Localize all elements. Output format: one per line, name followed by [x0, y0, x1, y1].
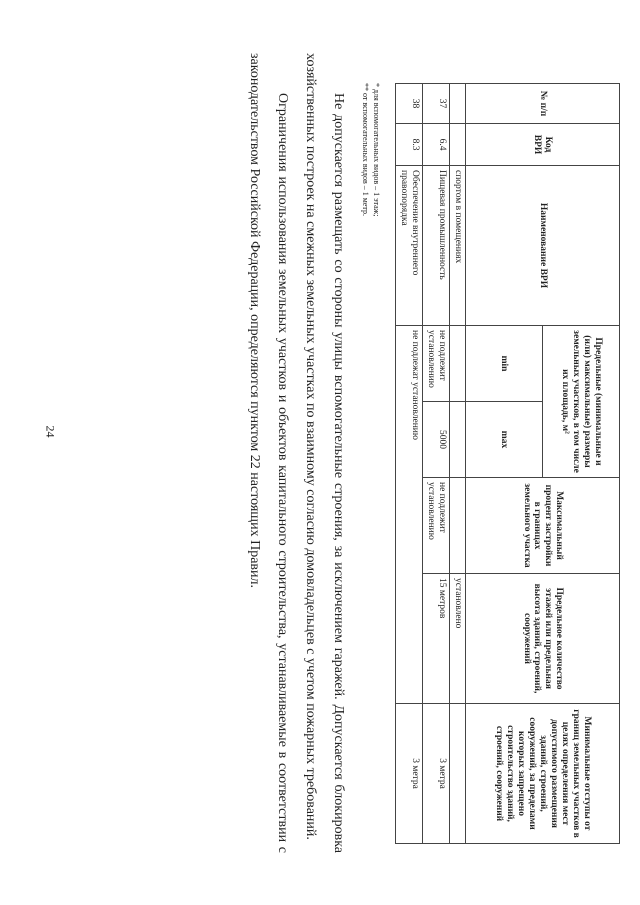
paragraph: Не допускается размещать со стороны улицы вспомогательные строения, за исключением гаражей. Допускается блокировка хозяйственных построек на смежных земельных участках по взаимному согласию домовладельцев с учетом пожарных требований.	[303, 52, 346, 853]
row-name: спортом в помещениях	[450, 165, 466, 325]
row-code: 8.3	[396, 123, 423, 165]
footnote: ** от вспомогательных видов – 1 метр.	[360, 82, 370, 216]
table-row	[450, 83, 466, 843]
row-min: не подлежит установлению	[423, 325, 450, 401]
page-number: 24	[43, 425, 58, 438]
row-percent: не подлежит установлению	[423, 477, 450, 573]
row-floors: установлено	[450, 573, 466, 703]
zoning-table	[395, 83, 620, 844]
row-num: 37	[423, 83, 450, 123]
header-size: Предельные (минимальные и (или) максимальные) размеры земельных участков, в том числе их площадь, м²	[543, 325, 620, 477]
row-name: Пищевая промышленность	[423, 165, 450, 325]
row-merged: не подлежат установлению	[396, 325, 423, 703]
header-num: № п/п	[466, 83, 620, 123]
header-floors: Предельное количество этажей или предельная высота зданий, строений, сооружений	[466, 573, 620, 703]
header-code: Код ВРИ	[466, 123, 620, 165]
header-max: max	[466, 401, 543, 477]
rotated-page-content	[20, 23, 620, 883]
header-percent: Максимальный процент застройки в границах земельного участка	[466, 477, 620, 573]
row-num: 38	[396, 83, 423, 123]
header-min: min	[466, 325, 543, 401]
paragraph: Ограничения использования земельных участков и объектов капитального строительства, устанавливаемые в соответствии с законодательством Российской Федерации, определяются пунктом 22 настоящих Правил.	[247, 52, 290, 853]
row-setback: 3 метра	[396, 703, 423, 843]
header-name: Наименование ВРИ	[466, 165, 620, 325]
table-row	[423, 83, 450, 843]
row-name: Обеспечение внутреннего правопорядка	[396, 165, 423, 325]
row-floors: 15 метров	[423, 573, 450, 703]
row-setback: 3 метра	[423, 703, 450, 843]
body-text	[240, 53, 352, 853]
table-row	[396, 83, 423, 843]
footnotes	[360, 83, 382, 216]
row-code: 6.4	[423, 123, 450, 165]
footnote: * для вспомогательных видов – 1 этаж;	[372, 82, 381, 216]
row-max: 5000	[423, 401, 450, 477]
header-setback: Минимальные отступы от границ земельных участков в целях определения мест допустимого размещения зданий, строений, сооружений, за пределами которых запрещено строительство зданий, строений, сооружений	[466, 703, 620, 843]
